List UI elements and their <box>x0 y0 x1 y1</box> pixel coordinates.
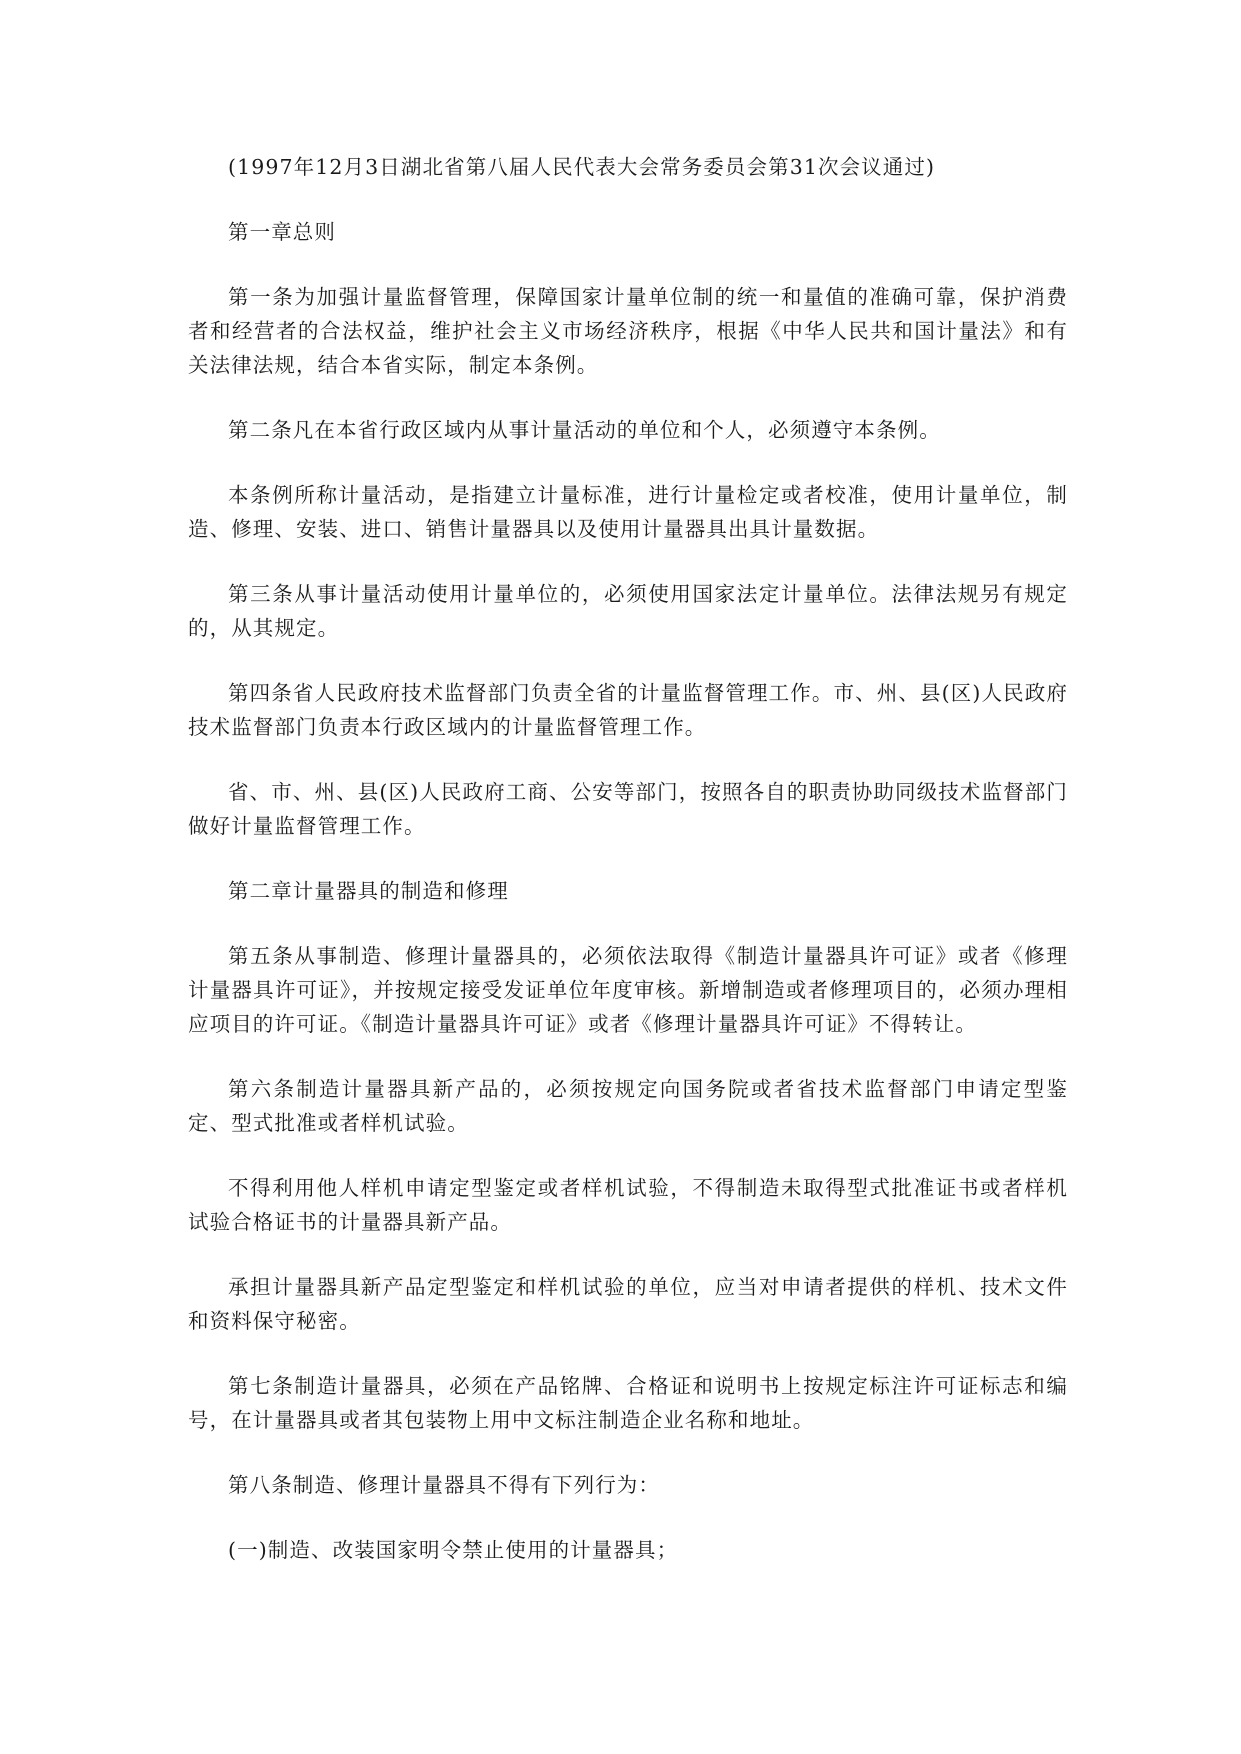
chapter-2-heading: 第二章计量器具的制造和修理 <box>228 879 509 903</box>
article-6-paragraph-3: 承担计量器具新产品定型鉴定和样机试验的单位，应当对申请者提供的样机、技术文件和资料保守秘密。 <box>188 1275 1068 1333</box>
chapter-1-heading: 第一章总则 <box>228 220 336 244</box>
article-3: 第三条从事计量活动使用计量单位的，必须使用国家法定计量单位。法律法规另有规定的，从其规定。 <box>188 582 1068 640</box>
article-8: 第八条制造、修理计量器具不得有下列行为： <box>228 1473 660 1497</box>
article-4-paragraph-2: 省、市、州、县(区)人民政府工商、公安等部门，按照各自的职责协助同级技术监督部门做好计量监督管理工作。 <box>188 780 1068 838</box>
article-2: 第二条凡在本省行政区域内从事计量活动的单位和个人，必须遵守本条例。 <box>228 418 941 442</box>
document-body <box>188 150 1068 1598</box>
article-6: 第六条制造计量器具新产品的，必须按规定向国务院或者省技术监督部门申请定型鉴定、型式批准或者样机试验。 <box>188 1077 1068 1135</box>
article-6-paragraph-2: 不得利用他人样机申请定型鉴定或者样机试验，不得制造未取得型式批准证书或者样机试验合格证书的计量器具新产品。 <box>188 1176 1068 1234</box>
article-1: 第一条为加强计量监督管理，保障国家计量单位制的统一和量值的准确可靠，保护消费者和经营者的合法权益，维护社会主义市场经济秩序，根据《中华人民共和国计量法》和有关法律法规，结合本省实际，制定本条例。 <box>188 285 1068 377</box>
adoption-note: (1997年12月3日湖北省第八届人民代表大会常务委员会第31次会议通过) <box>228 155 936 179</box>
article-2-paragraph-2: 本条例所称计量活动，是指建立计量标准，进行计量检定或者校准，使用计量单位，制造、修理、安装、进口、销售计量器具以及使用计量器具出具计量数据。 <box>188 483 1068 541</box>
article-4: 第四条省人民政府技术监督部门负责全省的计量监督管理工作。市、州、县(区)人民政府技术监督部门负责本行政区域内的计量监督管理工作。 <box>188 681 1068 739</box>
article-5: 第五条从事制造、修理计量器具的，必须依法取得《制造计量器具许可证》或者《修理计量器具许可证》，并按规定接受发证单位年度审核。新增制造或者修理项目的，必须办理相应项目的许可证。《制造计量器具许可证》或者《修理计量器具许可证》不得转让。 <box>188 944 1068 1036</box>
article-8-item-1: (一)制造、改装国家明令禁止使用的计量器具； <box>228 1538 679 1562</box>
article-7: 第七条制造计量器具，必须在产品铭牌、合格证和说明书上按规定标注许可证标志和编号，在计量器具或者其包装物上用中文标注制造企业名称和地址。 <box>188 1374 1068 1432</box>
